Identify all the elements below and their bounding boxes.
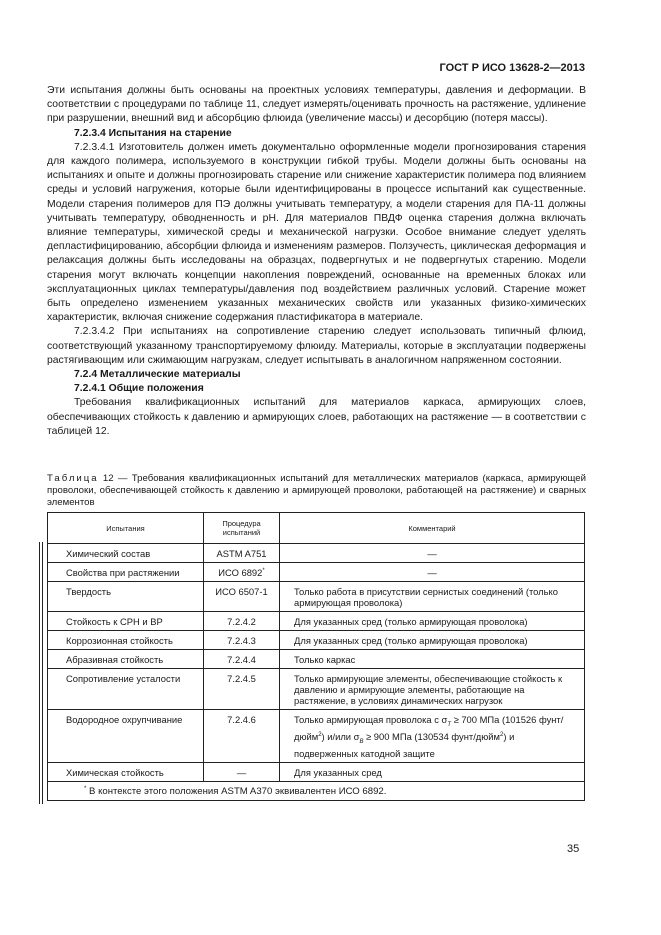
superscript: 2 <box>500 731 504 738</box>
change-bar <box>42 542 43 804</box>
comment-part: Только армирующая проволока с σ <box>294 714 448 725</box>
cell-test: Твердость <box>48 582 204 612</box>
header-comment: Комментарий <box>280 513 585 544</box>
subscript: T <box>447 721 451 728</box>
footnote-mark: * <box>262 567 265 574</box>
cell-test: Водородное охрупчивание <box>48 710 204 763</box>
cell-procedure: 7.2.4.2 <box>204 612 280 631</box>
table-row <box>48 612 585 631</box>
cell-comment: — <box>280 563 585 582</box>
table-row <box>48 631 585 650</box>
cell-procedure: ASTM A751 <box>204 544 280 563</box>
paragraph: 7.2.3.4.1 Изготовитель должен иметь документально оформленные модели прогнозирования старения для каждого полимера, используемого в конструкции гибкой трубы. Модели должны быть основаны на испытаниях и опыте и должны прогнозировать старение или снижение характеристик полимера под влиянием среды и условий нагружения, которые были идентифицированы в процессе испытаний как существенные. Модели старения полимеров для ПЭ должны учитывать температуру, а модели старения для ПА-11 должны учитывать температуру, обводненность и pH. Для материалов ПВДФ оценка старения должна включать влияние температуры, химической среды и механической нагрузки. Особое внимание следует уделять депластифицированию, абсорбции флюида и изменениям размеров. Ползучесть, циклическая деформация и релаксация должны быть исследованы на образцах, подвергнутых и не подвергнутых старению. Модели старения могут включать концепции накопления повреждений, основанные на временных блоках или эксплуатационных циклах температуры/давления под воздействием различных условий. Старение может быть определено изменением указанных механических свойств или указанных физико-химических характеристик, включая снижение содержания пластификатора в материале. <box>47 141 586 324</box>
footnote-text: В контексте этого положения ASTM A370 эквивалентен ИСО 6892. <box>86 785 387 797</box>
document-code: ГОСТ Р ИСО 13628-2—2013 <box>439 62 585 74</box>
cell-comment: Для указанных сред <box>280 762 585 781</box>
paragraph: Требования квалификационных испытаний для материалов каркаса, армирующих слоев, обеспечивающих стойкость к давлению и армирующих слоев, работающих на растяжение — в соответствии с таблицей 12. <box>47 397 586 437</box>
section-heading: 7.2.4.1 Общие положения <box>74 383 204 395</box>
cell-procedure: ИСО 6507-1 <box>204 582 280 612</box>
cell-comment: Для указанных сред (только армирующая проволока) <box>280 612 585 631</box>
cell-test: Коррозионная стойкость <box>48 631 204 650</box>
cell-procedure: 7.2.4.6 <box>204 710 280 763</box>
section-heading: 7.2.4 Металлические материалы <box>74 369 241 381</box>
cell-comment: Только армирующие элементы, обеспечивающие стойкость к давлению и армирующие элементы, работающие на растяжение, в условиях динамических нагрузок <box>280 669 585 710</box>
comment-part: ≥ 700 МПа (101526 фунт/дюйм <box>294 714 564 742</box>
table-footnote-row <box>48 781 585 800</box>
requirements-table <box>47 512 585 801</box>
cell-test: Химическая стойкость <box>48 762 204 781</box>
table-row <box>48 563 585 582</box>
cell-test: Сопротивление усталости <box>48 669 204 710</box>
comment-part: ) и подверженных катодной защите <box>294 730 515 759</box>
cell-procedure: 7.2.4.3 <box>204 631 280 650</box>
cell-test: Свойства при растяжении <box>48 563 204 582</box>
table-caption-text: 12 — Требования квалификационных испытаний для металлических материалов (каркаса, армирующей проволоки, обеспечивающей стойкость к давлению и армирующей проволоки, работающей на растяжение) и сварных элементов <box>47 473 586 508</box>
cell-comment: Только каркас <box>280 650 585 669</box>
cell-test: Стойкость к СРН и ВР <box>48 612 204 631</box>
cell-test: Химический состав <box>48 544 204 563</box>
cell-comment: Только работа в присутствии сернистых соединений (только армирующая проволока) <box>280 582 585 612</box>
procedure-text: ИСО 6892 <box>218 567 263 578</box>
comment-part: ) и/или σ <box>321 730 360 742</box>
cell-procedure: 7.2.4.5 <box>204 669 280 710</box>
table-row <box>48 650 585 669</box>
table-header-row <box>48 513 585 544</box>
cell-procedure <box>204 563 280 582</box>
superscript: 2 <box>318 731 322 738</box>
subscript: B <box>359 738 364 745</box>
table-row <box>48 582 585 612</box>
header-procedure: Процедура испытаний <box>204 513 280 544</box>
body-text <box>47 84 586 439</box>
cell-comment: Для указанных сред (только армирующая проволока) <box>280 631 585 650</box>
cell-procedure: 7.2.4.4 <box>204 650 280 669</box>
section-heading: 7.2.3.4 Испытания на старение <box>74 127 232 139</box>
table-footnote <box>48 781 585 800</box>
footnote-mark: * <box>84 785 87 792</box>
paragraph: 7.2.3.4.2 При испытаниях на сопротивление старению следует использовать типичный флюид, соответствующий указанному транспортируемому флюиду. Материалы, которые в эксплуатации подвержены растягивающим или сжимающим нагрузкам, следует испытывать в аналогичном напряженном состоянии. <box>47 326 586 366</box>
cell-test: Абразивная стойкость <box>48 650 204 669</box>
table-row <box>48 669 585 710</box>
table-caption <box>47 473 586 509</box>
table-row <box>48 710 585 763</box>
page-number: 35 <box>567 843 580 855</box>
table-row <box>48 762 585 781</box>
header-test: Испытания <box>48 513 204 544</box>
cell-procedure: — <box>204 762 280 781</box>
cell-comment: — <box>280 544 585 563</box>
table-row <box>48 544 585 563</box>
cell-comment <box>280 710 585 763</box>
paragraph: Эти испытания должны быть основаны на проектных условиях температуры, давления и деформации. В соответствии с процедурами по таблице 11, следует измерять/оценивать прочность на растяжение, удлинение при разрушении, внешний вид и абсорбцию флюида (увеличение массы) и десорбцию (потеря массы). <box>47 85 586 125</box>
comment-part: ≥ 900 МПа (130534 фунт/дюйм <box>363 730 500 742</box>
change-bar <box>39 542 40 804</box>
table-caption-label: Таблица <box>47 473 99 484</box>
